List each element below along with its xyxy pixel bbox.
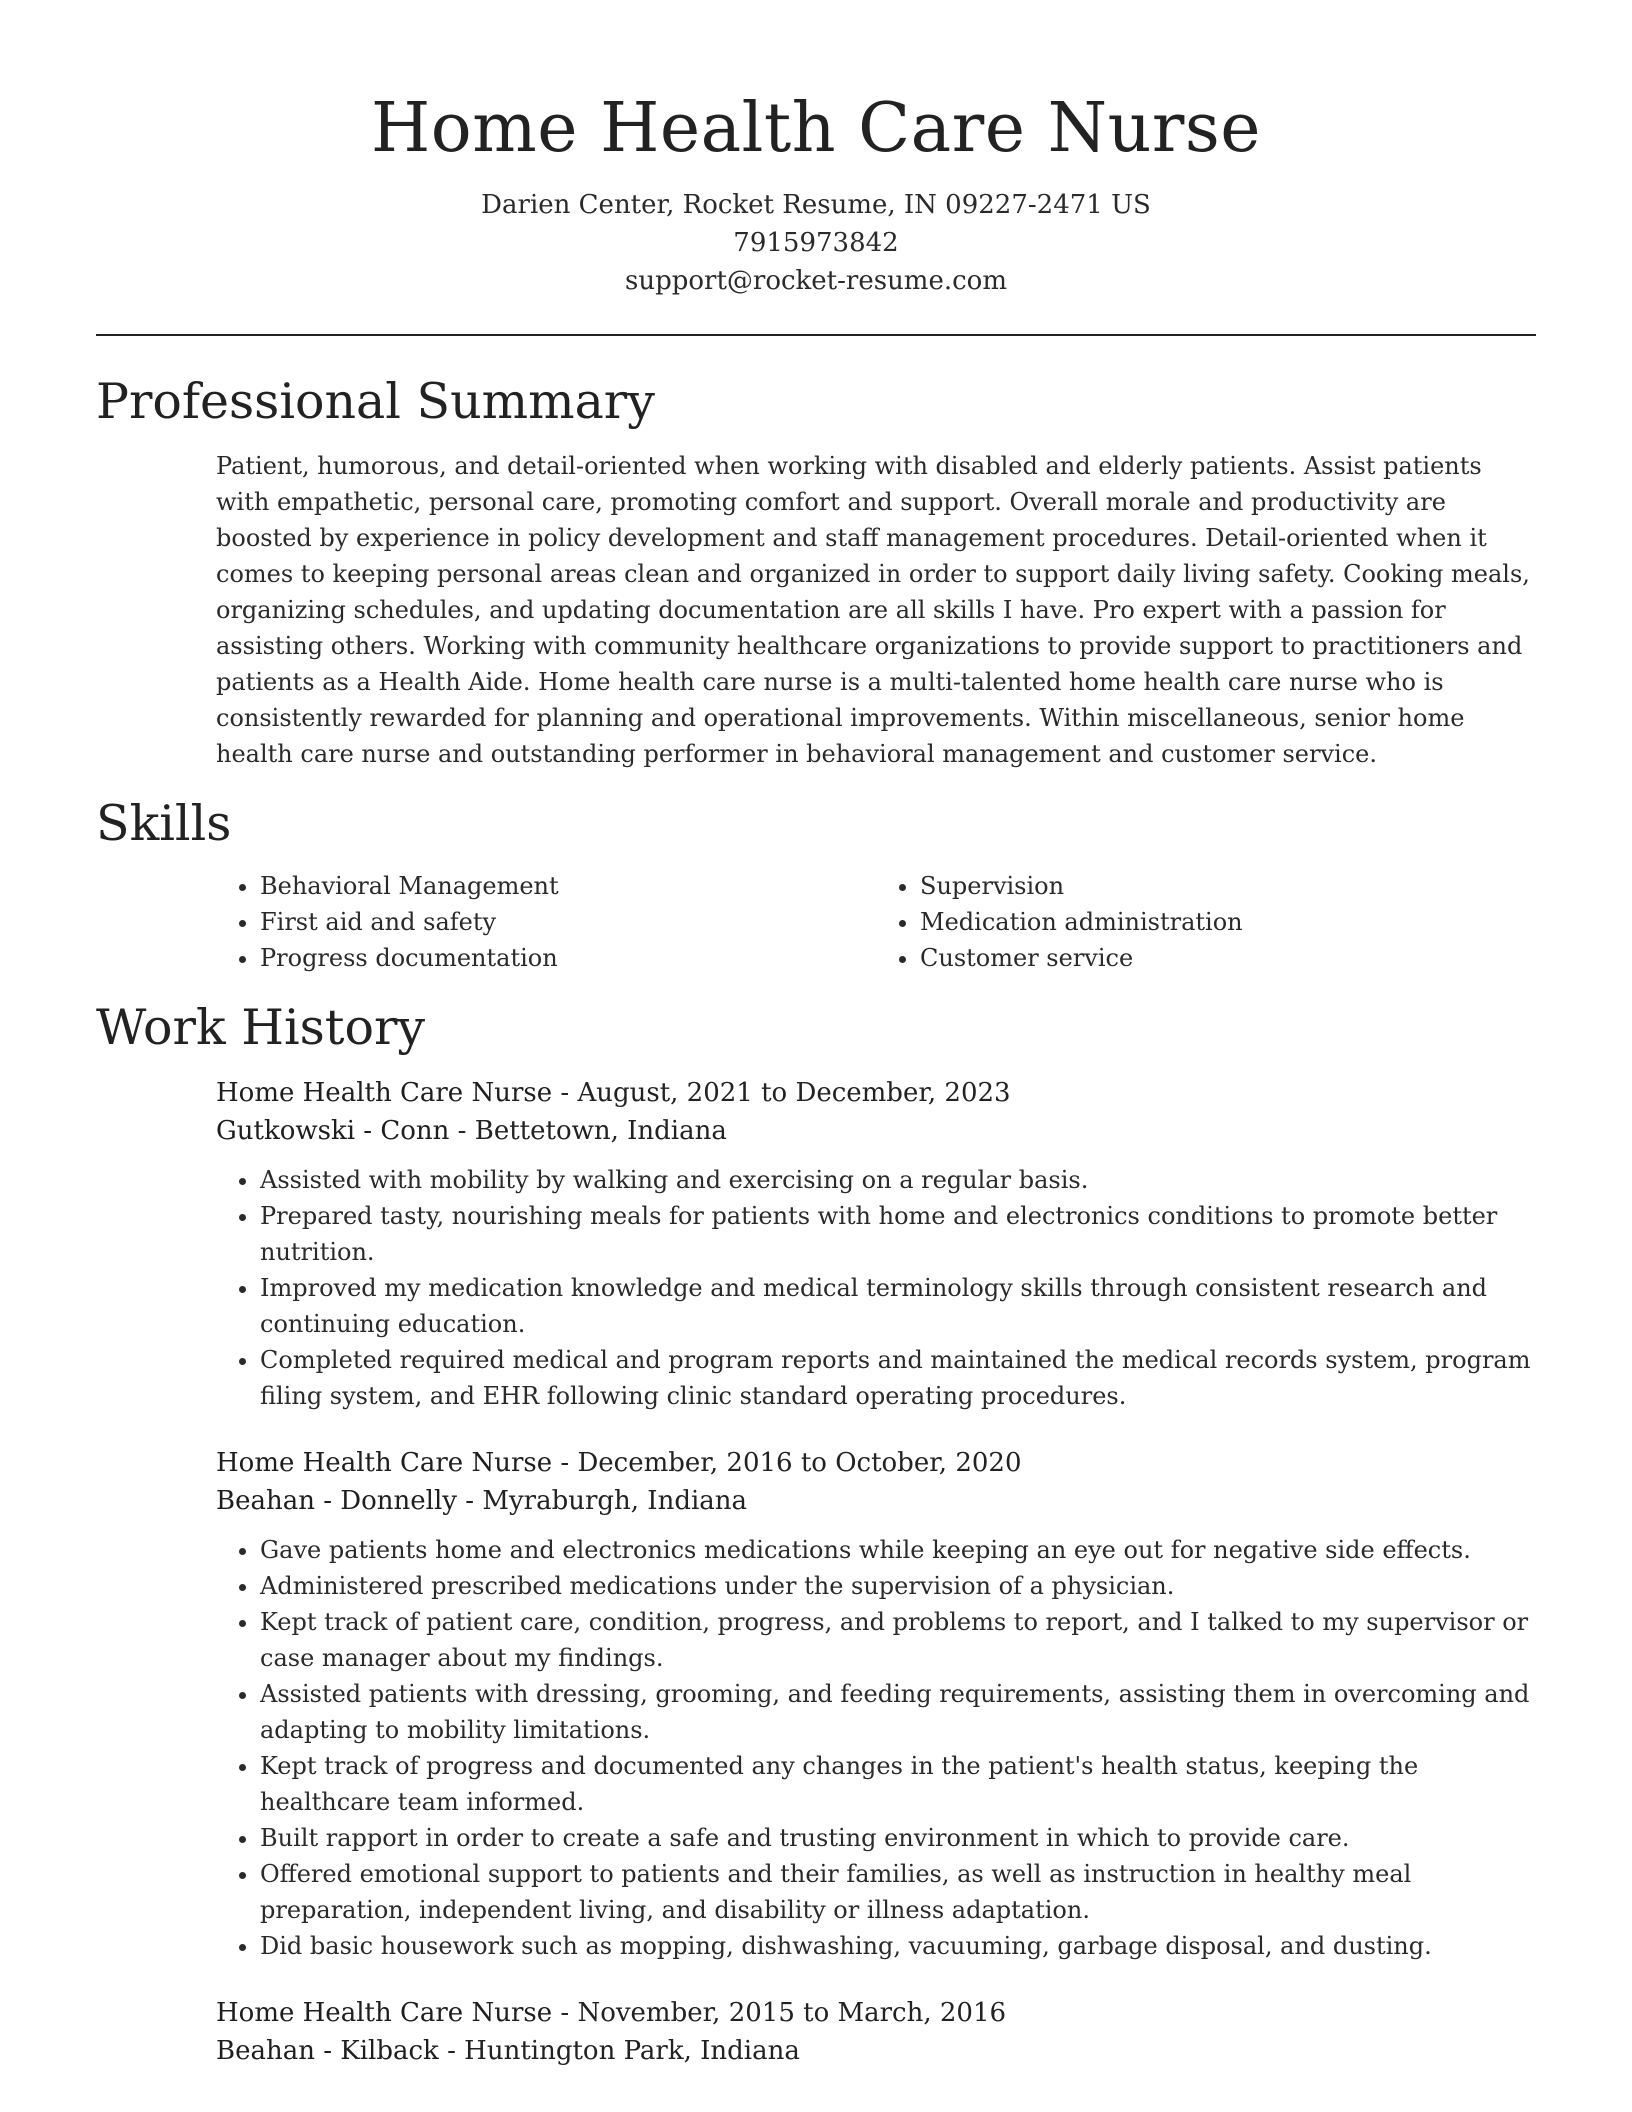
contact-phone: 7915973842	[733, 228, 899, 258]
skills-column-right	[876, 868, 1536, 976]
job-employer-line: Beahan - Kilback - Huntington Park, Indiana	[216, 2036, 800, 2066]
job-title-line: Home Health Care Nurse - December, 2016 to October, 2020	[216, 1448, 1022, 1478]
section-title-work-history: Work History	[96, 999, 426, 1056]
job-employer-line: Gutkowski - Conn - Bettetown, Indiana	[216, 1116, 727, 1146]
job-location: Myraburgh, Indiana	[482, 1486, 748, 1516]
job-bullet: • Administered prescribed medications under the supervision of a physician.	[260, 1568, 1536, 1604]
resume-header	[96, 0, 1536, 300]
job-employer: Beahan - Donnelly	[216, 1486, 457, 1516]
header-divider	[96, 334, 1536, 336]
skill-item: • Supervision	[920, 868, 1536, 904]
skills-column-left	[216, 868, 876, 976]
job-bullet: • Did basic housework such as mopping, dishwashing, vacuuming, garbage disposal, and dusting.	[260, 1928, 1536, 1964]
job-location: Huntington Park, Indiana	[464, 2036, 800, 2066]
job-bullet: • Gave patients home and electronics medications while keeping an eye out for negative side effects.	[260, 1532, 1536, 1568]
skill-item: • Progress documentation	[260, 940, 876, 976]
job-entry	[216, 1074, 1536, 1414]
job-dates: November, 2015 to March, 2016	[577, 1998, 1007, 2028]
section-title-summary: Professional Summary	[96, 373, 655, 430]
job-bullet: • Prepared tasty, nourishing meals for patients with home and electronics conditions to promote better nutrition.	[260, 1198, 1536, 1270]
section-title-skills: Skills	[96, 795, 232, 852]
job-bullet: • Kept track of progress and documented any changes in the patient's health status, keeping the healthcare team informed.	[260, 1748, 1536, 1820]
job-employer: Gutkowski - Conn	[216, 1116, 450, 1146]
contact-block	[96, 186, 1536, 300]
skill-item: • Customer service	[920, 940, 1536, 976]
skill-item: • Behavioral Management	[260, 868, 876, 904]
job-bullet: • Improved my medication knowledge and medical terminology skills through consistent research and continuing education.	[260, 1270, 1536, 1342]
candidate-name: Home Health Care Nurse	[370, 89, 1262, 168]
job-role: Home Health Care Nurse	[216, 1448, 553, 1478]
job-employer: Beahan - Kilback	[216, 2036, 439, 2066]
job-entry	[216, 1444, 1536, 1964]
job-role: Home Health Care Nurse	[216, 1998, 553, 2028]
job-bullet: • Completed required medical and program reports and maintained the medical records system, program filing system, and EHR following clinic standard operating procedures.	[260, 1342, 1536, 1414]
job-role: Home Health Care Nurse	[216, 1078, 553, 1108]
job-bullet: • Offered emotional support to patients and their families, as well as instruction in healthy meal preparation, independent living, and disability or illness adaptation.	[260, 1856, 1536, 1928]
skills-grid	[216, 868, 1536, 976]
job-dates: December, 2016 to October, 2020	[577, 1448, 1022, 1478]
job-bullets	[216, 1162, 1536, 1414]
job-bullet: • Built rapport in order to create a safe and trusting environment in which to provide care.	[260, 1820, 1536, 1856]
job-entry	[216, 1994, 1536, 2070]
job-dates: August, 2021 to December, 2023	[577, 1078, 1011, 1108]
job-title-line: Home Health Care Nurse - November, 2015 to March, 2016	[216, 1998, 1007, 2028]
job-location: Bettetown, Indiana	[474, 1116, 727, 1146]
skill-item: • Medication administration	[920, 904, 1536, 940]
job-employer-line: Beahan - Donnelly - Myraburgh, Indiana	[216, 1486, 748, 1516]
summary-text: Patient, humorous, and detail-oriented when working with disabled and elderly patients. Assist patients with empathetic, personal care, promoting comfort and support. Overall morale and productivity are boosted by experience in policy development and staff management procedures. Detail-oriented when it comes to keeping personal areas clean and organized in order to support daily living safety. Cooking meals, organizing schedules, and updating documentation are all skills I have. Pro expert with a passion for assisting others. Working with community healthcare organizations to provide support to practitioners and patients as a Health Aide. Home health care nurse is a multi-talented home health care nurse who is consistently rewarded for planning and operational improvements. Within miscellaneous, senior home health care nurse and outstanding performer in behavioral management and customer service.	[216, 452, 1530, 768]
job-bullet: • Assisted with mobility by walking and exercising on a regular basis.	[260, 1162, 1536, 1198]
contact-email: support@rocket-resume.com	[624, 266, 1007, 296]
skill-item: • First aid and safety	[260, 904, 876, 940]
job-bullet: • Kept track of patient care, condition, progress, and problems to report, and I talked to my supervisor or case manager about my findings.	[260, 1604, 1536, 1676]
resume-page	[96, 0, 1536, 2112]
contact-address: Darien Center, Rocket Resume, IN 09227-2471 US	[481, 190, 1151, 220]
job-bullets	[216, 1532, 1536, 1964]
job-bullet: • Assisted patients with dressing, grooming, and feeding requirements, assisting them in overcoming and adapting to mobility limitations.	[260, 1676, 1536, 1748]
job-title-line: Home Health Care Nurse - August, 2021 to December, 2023	[216, 1078, 1011, 1108]
